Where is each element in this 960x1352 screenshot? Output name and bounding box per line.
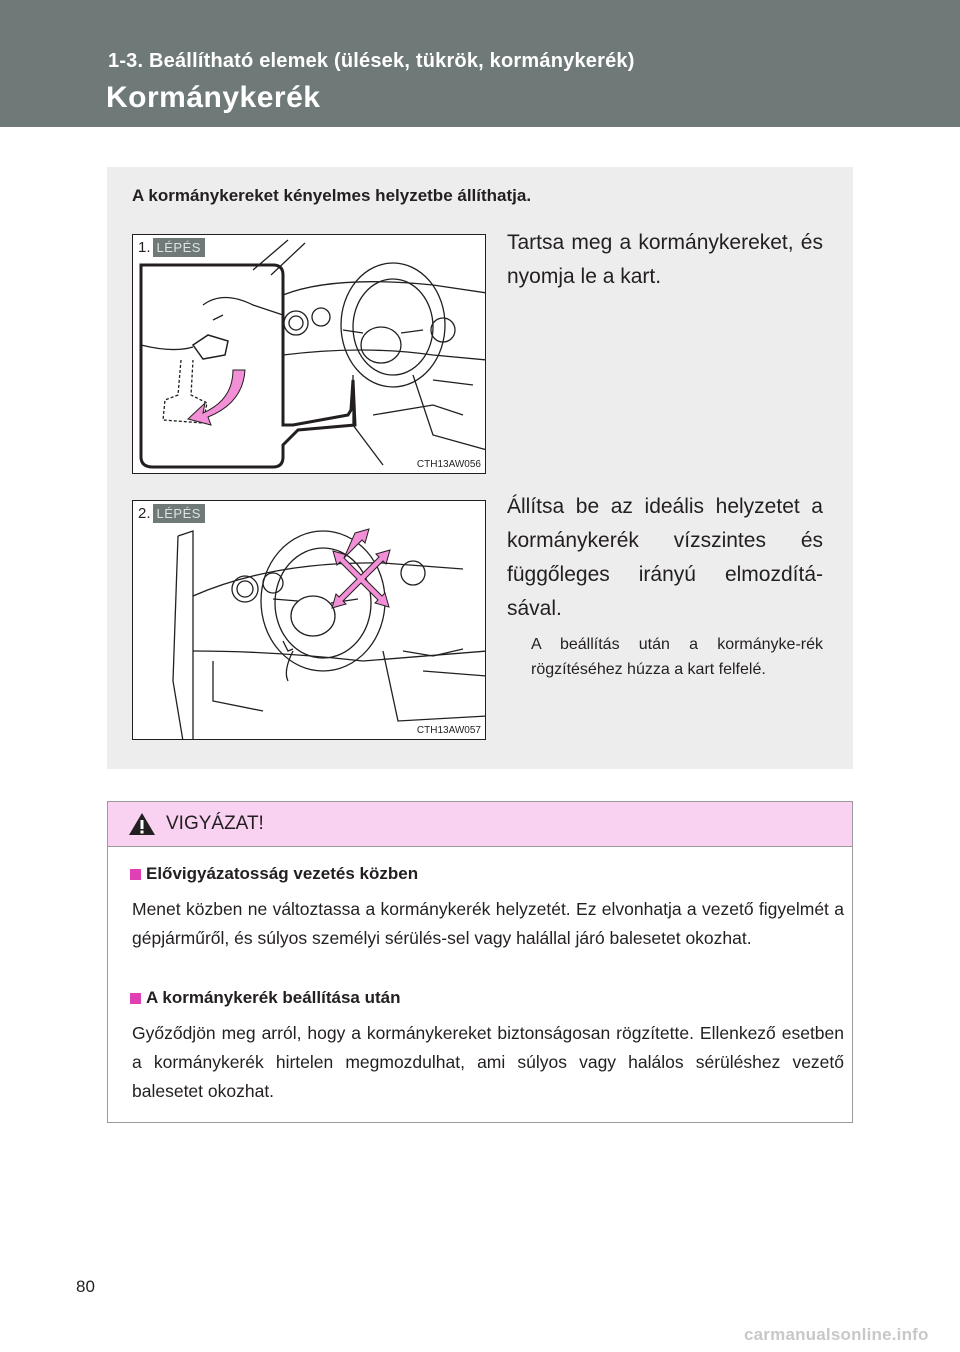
steering-adjust-illustration	[133, 501, 486, 740]
warning-header	[108, 802, 852, 847]
step-2-text: Állítsa be az ideális helyzetet a kormánykerék vízszintes és függőleges irányú elmozdítá-sával.	[507, 495, 823, 620]
warning-box	[107, 801, 853, 1123]
step-2-word: LÉPÉS	[153, 504, 205, 523]
step-2-figure	[132, 500, 486, 740]
step-1-figure	[132, 234, 486, 474]
warning-section-2-text: Győződjön meg arról, hogy a kormánykereket biztonságosan rögzítette. Ellenkező esetben a kormánykerék hirtelen megmozdulhat, ami súlyos vagy halálos sérüléshez vezető balesetet okozhat.	[132, 1023, 844, 1101]
page-title: Kormánykerék	[106, 81, 321, 114]
watermark: carmanualsonline.info	[744, 1325, 929, 1344]
step-1-number: 1.	[138, 239, 151, 256]
step-2-note: A beállítás után a kormányke-rék rögzítéséhez húzza a kart felfelé.	[531, 636, 823, 678]
step-1-text: Tartsa meg a kormánykereket, és nyomja le a kart.	[507, 231, 823, 288]
warning-section-heading	[130, 988, 401, 1008]
warning-section-2-heading: A kormánykerék beállítása után	[146, 988, 401, 1007]
square-bullet-icon	[130, 993, 141, 1004]
procedure-intro: A kormánykereket kényelmes helyzetbe állíthatja.	[132, 186, 532, 205]
section-title: 1-3. Beállítható elemek (ülések, tükrök, kormánykerék)	[108, 50, 635, 72]
step-2-figure-code: CTH13AW057	[416, 725, 481, 736]
page-number: 80	[76, 1277, 95, 1296]
warning-section-heading	[130, 864, 418, 884]
step-2-number: 2.	[138, 505, 151, 522]
warning-section-1-text: Menet közben ne változtassa a kormánykerék helyzetét. Ez elvonhatja a vezető figyelmét a gépjárműről, és súlyos személyi sérülés-sel vagy halállal járó balesetet okozhat.	[132, 899, 844, 948]
steering-lever-illustration	[133, 235, 486, 474]
step-1-figure-code: CTH13AW056	[416, 459, 481, 470]
warning-triangle-icon	[128, 812, 156, 836]
warning-section-1-heading: Elővigyázatosság vezetés közben	[146, 864, 419, 883]
square-bullet-icon	[130, 869, 141, 880]
step-1-tag	[135, 237, 205, 258]
chapter-header	[0, 0, 960, 127]
warning-title: VIGYÁZAT!	[166, 813, 264, 834]
step-1-word: LÉPÉS	[153, 238, 205, 257]
step-2-tag	[135, 503, 205, 524]
